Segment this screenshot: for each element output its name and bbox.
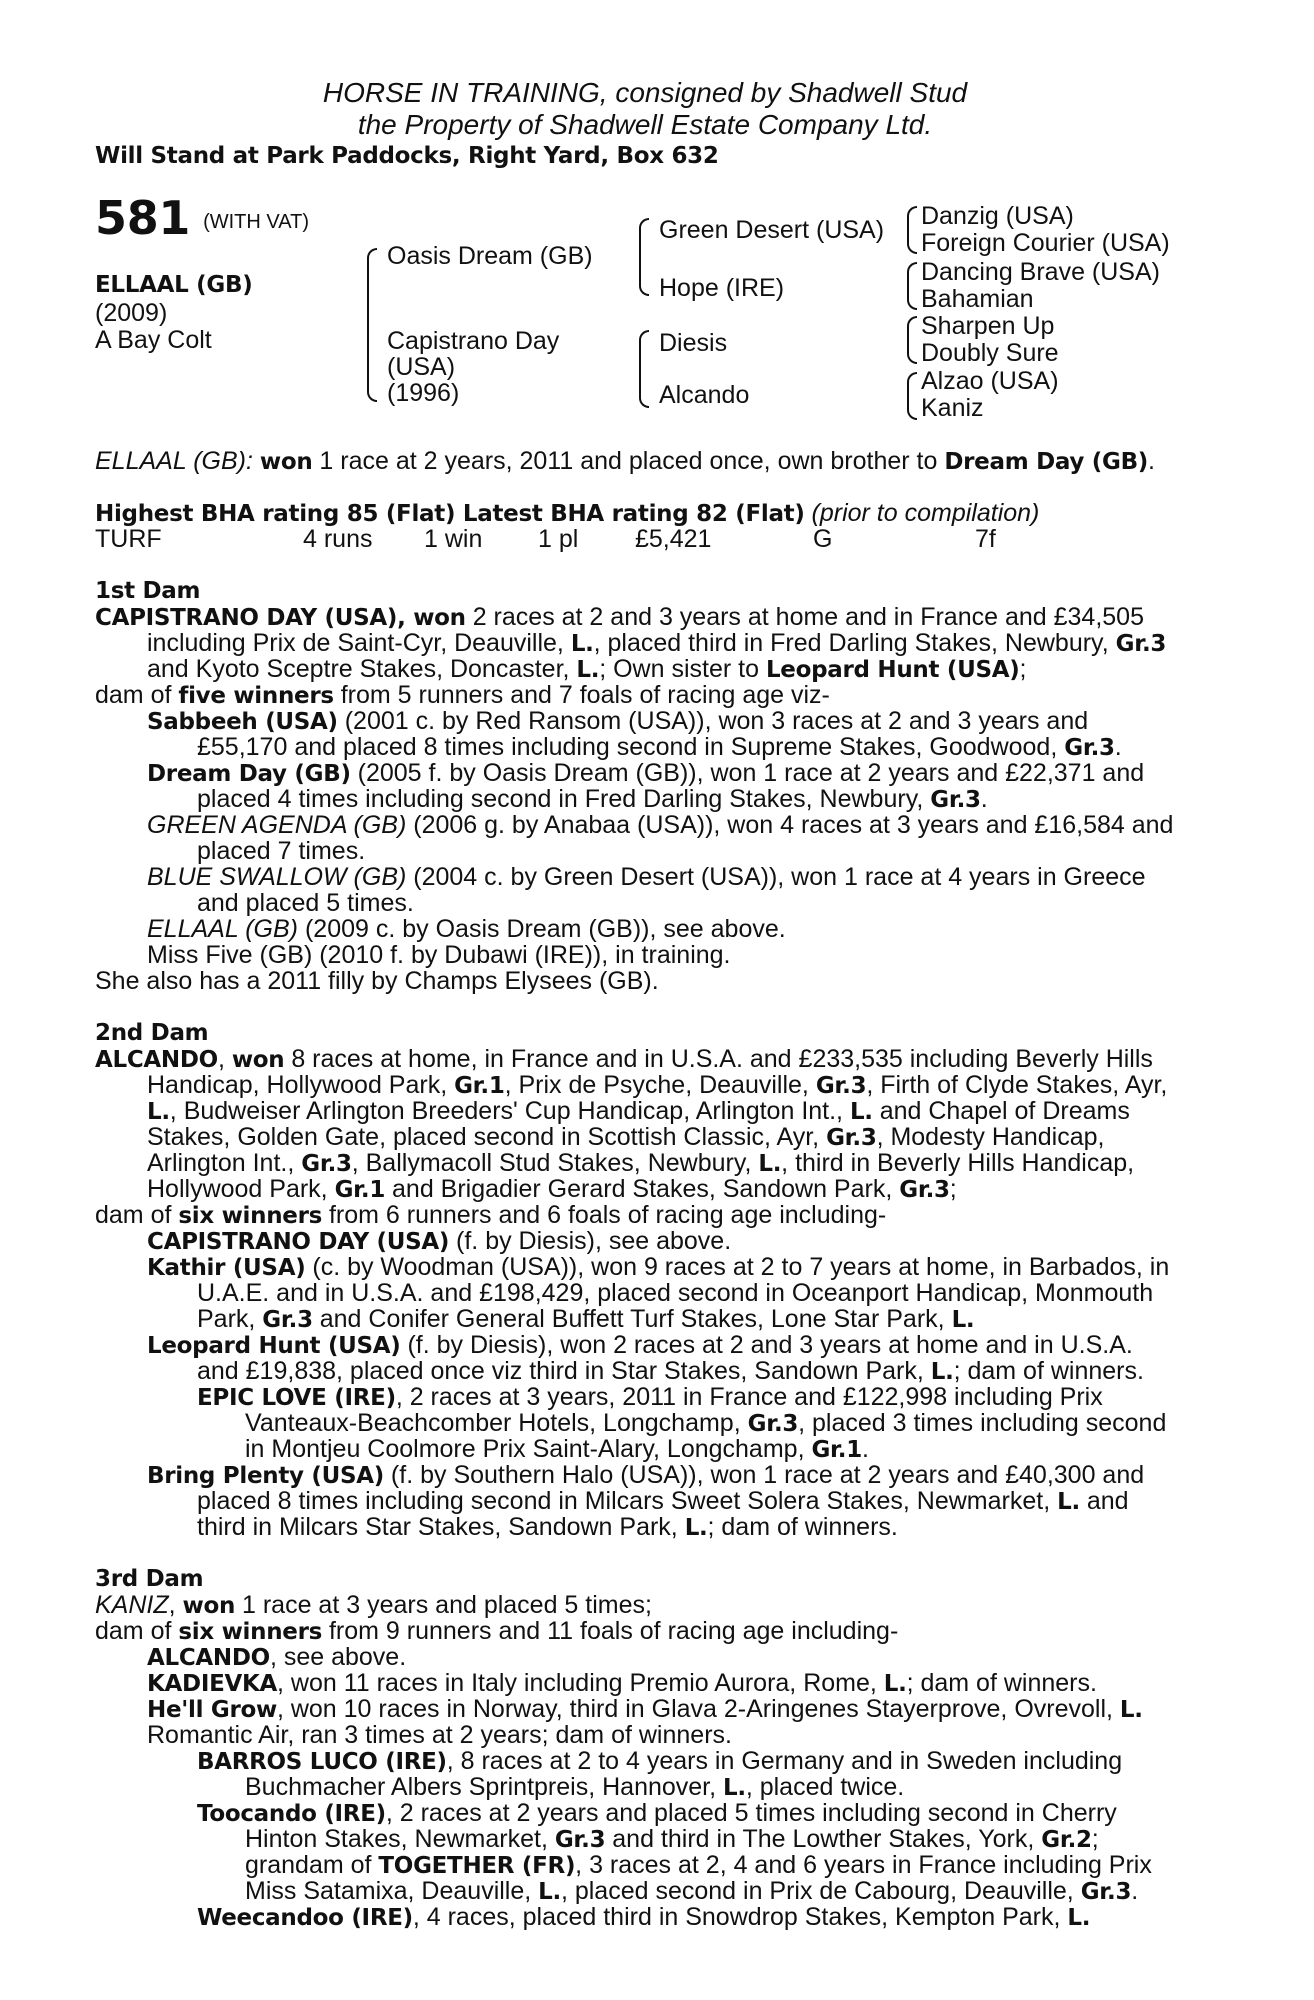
produce-name: Weecandoo (IRE) bbox=[197, 1905, 413, 1931]
dam2-text: ; bbox=[949, 1175, 957, 1203]
dam3-line bbox=[147, 1670, 1097, 1697]
dam2-line bbox=[147, 1332, 1133, 1359]
header-consignor: HORSE IN TRAINING, consigned by Shadwell Stud bbox=[322, 77, 968, 108]
dam2-text: third in Milcars Star Stakes, Sandown Park, bbox=[197, 1513, 685, 1541]
dam3-text: , bbox=[168, 1591, 183, 1619]
dam3-line bbox=[197, 1748, 1122, 1775]
dam2-line bbox=[197, 1306, 974, 1333]
pedigree-ssd: Foreign Courier (USA) bbox=[921, 229, 1170, 257]
dam2-text: , Ballymacoll Stud Stakes, Newbury, bbox=[351, 1149, 759, 1177]
grade-gr3: Gr.3 bbox=[554, 1827, 606, 1853]
lot-description: A Bay Colt bbox=[95, 326, 212, 354]
grade-l: L. bbox=[883, 1671, 907, 1697]
produce-name: TOGETHER (FR) bbox=[378, 1853, 576, 1879]
produce-name: He'll Grow bbox=[147, 1697, 277, 1723]
dam2-text: ; dam of winners. bbox=[953, 1357, 1144, 1385]
pedigree-brace-1 bbox=[367, 248, 377, 402]
dam2-winners: six winners bbox=[178, 1203, 323, 1229]
grade-l: L. bbox=[684, 1515, 708, 1541]
dam2-text: Stakes, Golden Gate, placed second in Scottish Classic, Ayr, bbox=[147, 1123, 827, 1151]
pedigree-sss: Danzig (USA) bbox=[921, 202, 1074, 230]
dam2-line bbox=[95, 1202, 886, 1229]
dam2-text: (f. by Diesis), won 2 races at 2 and 3 years at home and in U.S.A. bbox=[400, 1331, 1133, 1359]
pedigree-dam-line1: Capistrano Day bbox=[387, 327, 560, 355]
pedigree-brace-3d bbox=[907, 372, 917, 420]
grade-l: L. bbox=[930, 1359, 954, 1385]
summary-colon: : bbox=[246, 447, 260, 475]
grade-gr3: Gr.3 bbox=[815, 1073, 867, 1099]
produce-name: KADIEVKA bbox=[147, 1671, 278, 1697]
produce-name: EPIC LOVE (IRE) bbox=[197, 1385, 396, 1411]
dam2-text: and Brigadier Gerard Stakes, Sandown Park, bbox=[385, 1175, 900, 1203]
dam3-text: , 4 races, placed third in Snowdrop Stakes, Kempton Park, bbox=[412, 1903, 1068, 1931]
dam2-text: 8 races at home, in France and in U.S.A. and £233,535 including Beverly Hills bbox=[284, 1045, 1153, 1073]
produce-name: BLUE SWALLOW (GB) bbox=[147, 863, 407, 891]
summary-won: won bbox=[259, 449, 313, 475]
grade-gr3: Gr.3 bbox=[747, 1411, 799, 1437]
dam3-text: , won 10 races in Norway, third in Glava 2-Aringenes Stayerprove, Ovrevoll, bbox=[276, 1695, 1120, 1723]
dam1-name: CAPISTRANO DAY (USA), won bbox=[95, 605, 466, 631]
dam1-line bbox=[147, 916, 786, 942]
dam2-text: Vanteaux-Beachcomber Hotels, Longchamp, bbox=[245, 1409, 748, 1437]
dam1-text: ; Own sister to bbox=[599, 655, 766, 683]
grade-gr3: Gr.3 bbox=[930, 787, 981, 813]
dam2-line bbox=[197, 1514, 898, 1541]
dam2-line bbox=[197, 1488, 1129, 1515]
dam2-line bbox=[147, 1254, 1169, 1281]
pedigree-sire-dam: Hope (IRE) bbox=[659, 274, 785, 302]
lot-year: (2009) bbox=[95, 299, 168, 327]
dam2-line bbox=[245, 1410, 1166, 1437]
dam3-text: , placed twice. bbox=[745, 1773, 905, 1801]
pedigree-ddd: Kaniz bbox=[921, 394, 984, 422]
dam3-text: 1 race at 3 years and placed 5 times; bbox=[235, 1591, 652, 1619]
dam2-line bbox=[147, 1150, 1134, 1177]
dam3-heading: 3rd Dam bbox=[95, 1566, 204, 1592]
summary-horse: ELLAAL (GB) bbox=[95, 447, 247, 475]
record-going: G bbox=[813, 525, 833, 553]
dam3-winners: six winners bbox=[178, 1619, 323, 1645]
dam3-won: won bbox=[182, 1593, 236, 1619]
summary-line bbox=[95, 448, 1155, 475]
header-location: Will Stand at Park Paddocks, Right Yard, Box 632 bbox=[95, 143, 719, 169]
dam2-text: placed 8 times including second in Milcars Sweet Solera Stakes, Newmarket, bbox=[197, 1487, 1058, 1515]
rating-note: (prior to compilation) bbox=[804, 499, 1040, 527]
dam2-line bbox=[147, 1072, 1167, 1099]
dam3-line bbox=[95, 1592, 652, 1619]
dam1-sister: Leopard Hunt (USA) bbox=[765, 657, 1020, 683]
dam1-line bbox=[95, 604, 1144, 631]
dam2-text: Hollywood Park, bbox=[147, 1175, 335, 1203]
dam2-line bbox=[147, 1098, 1130, 1125]
record-distance: 7f bbox=[975, 525, 996, 553]
dam1-text: ; bbox=[1019, 655, 1027, 683]
pedigree-dss: Sharpen Up bbox=[921, 312, 1055, 340]
pedigree-dam-line2: (USA) bbox=[387, 353, 456, 381]
record-runs: 4 runs bbox=[303, 525, 373, 553]
lot-number-row bbox=[95, 191, 309, 245]
dam1-line bbox=[147, 812, 1173, 838]
dam1-heading: 1st Dam bbox=[95, 578, 201, 604]
dam1-text: (2005 f. by Oasis Dream (GB)), won 1 race at 2 years and £22,371 and bbox=[350, 759, 1145, 787]
dam2-heading: 2nd Dam bbox=[95, 1020, 209, 1046]
dam2-line bbox=[197, 1384, 1103, 1411]
dam1-text: £55,170 and placed 8 times including second in Supreme Stakes, Goodwood, bbox=[197, 733, 1065, 761]
dam2-text: and Chapel of Dreams bbox=[872, 1097, 1130, 1125]
dam2-text: in Montjeu Coolmore Prix Saint-Alary, Longchamp, bbox=[245, 1435, 812, 1463]
dam2-text: , bbox=[217, 1045, 232, 1073]
dam3-text: . bbox=[1131, 1877, 1139, 1905]
produce-name: Kathir (USA) bbox=[147, 1255, 306, 1281]
dam1-line: Miss Five (GB) (2010 f. by Dubawi (IRE)), in training. bbox=[147, 941, 731, 969]
grade-l: L. bbox=[849, 1099, 873, 1125]
dam2-text: and Conifer General Buffett Turf Stakes, Lone Star Park, bbox=[312, 1305, 952, 1333]
dam3-text: ; bbox=[1091, 1825, 1099, 1853]
dam3-text: , 8 races at 2 to 4 years in Germany and in Sweden including bbox=[446, 1747, 1123, 1775]
summary-text: 1 race at 2 years, 2011 and placed once, own brother to bbox=[312, 447, 945, 475]
dam2-text: (f. by Diesis), see above. bbox=[449, 1227, 732, 1255]
rating-line bbox=[95, 500, 1039, 527]
record-surface: TURF bbox=[95, 525, 162, 553]
dam3-text: grandam of bbox=[245, 1851, 379, 1879]
dam1-text: from 5 runners and 7 foals of racing age viz- bbox=[333, 681, 830, 709]
dam1-line bbox=[95, 682, 830, 709]
vat-note: (WITH VAT) bbox=[203, 211, 309, 233]
pedigree-sire-sire: Green Desert (USA) bbox=[659, 216, 885, 244]
dam1-line bbox=[147, 630, 1166, 657]
grade-gr3: Gr.3 bbox=[1115, 631, 1167, 657]
dam3-text: and third in The Lowther Stakes, York, bbox=[605, 1825, 1042, 1853]
dam3-text: ; dam of winners. bbox=[906, 1669, 1097, 1697]
produce-name: Sabbeeh (USA) bbox=[147, 709, 338, 735]
produce-name: GREEN AGENDA (GB) bbox=[147, 811, 407, 839]
dam2-text: , placed 3 times including second bbox=[798, 1409, 1167, 1437]
dam3-line bbox=[245, 1878, 1138, 1905]
dam1-text: including Prix de Saint-Cyr, Deauville, bbox=[147, 629, 571, 657]
dam1-text: (2001 c. by Red Ransom (USA)), won 3 races at 2 and 3 years and bbox=[337, 707, 1089, 735]
header-property: the Property of Shadwell Estate Company Ltd. bbox=[357, 109, 933, 140]
dam2-text: and bbox=[1079, 1487, 1129, 1515]
record-placed: 1 pl bbox=[538, 525, 579, 553]
pedigree-sdd: Bahamian bbox=[921, 285, 1034, 313]
pedigree-dam-sire: Diesis bbox=[659, 329, 728, 357]
dam3-text: from 9 runners and 11 foals of racing age including- bbox=[322, 1617, 899, 1645]
dam2-won: won bbox=[231, 1047, 285, 1073]
dam2-line bbox=[147, 1228, 731, 1255]
dam1-text: placed 4 times including second in Fred Darling Stakes, Newbury, bbox=[197, 785, 931, 813]
produce-name: ELLAAL (GB) bbox=[147, 915, 299, 943]
grade-gr3: Gr.3 bbox=[301, 1151, 352, 1177]
pedigree-sds: Dancing Brave (USA) bbox=[921, 258, 1160, 286]
dam2-line bbox=[147, 1176, 957, 1203]
lot-name: ELLAAL (GB) bbox=[95, 272, 253, 298]
record-wins: 1 win bbox=[424, 525, 483, 553]
dam1-text: (2004 c. by Green Desert (USA)), won 1 race at 4 years in Greece bbox=[406, 863, 1146, 891]
grade-l: L. bbox=[576, 657, 600, 683]
dam2-name: ALCANDO bbox=[95, 1047, 218, 1073]
dam2-line bbox=[147, 1462, 1144, 1489]
dam3-text: , see above. bbox=[269, 1643, 407, 1671]
produce-name: BARROS LUCO (IRE) bbox=[197, 1749, 447, 1775]
dam1-text: . bbox=[980, 785, 988, 813]
dam3-text: , 3 races at 2, 4 and 6 years in France including Prix bbox=[575, 1851, 1152, 1879]
dam2-text: Handicap, Hollywood Park, bbox=[147, 1071, 455, 1099]
rating-values: Highest BHA rating 85 (Flat) Latest BHA rating 82 (Flat) bbox=[95, 501, 805, 527]
grade-gr3: Gr.3 bbox=[826, 1125, 877, 1151]
dam2-text: , Prix de Psyche, Deauville, bbox=[504, 1071, 816, 1099]
grade-l: L. bbox=[1119, 1697, 1143, 1723]
dam3-line bbox=[245, 1826, 1099, 1853]
grade-l: L. bbox=[147, 1099, 170, 1125]
record-earnings: £5,421 bbox=[635, 525, 712, 553]
pedigree-dsd: Doubly Sure bbox=[921, 339, 1059, 367]
grade-l: L. bbox=[1067, 1905, 1091, 1931]
pedigree-sire: Oasis Dream (GB) bbox=[387, 242, 593, 270]
pedigree-brace-2b bbox=[639, 330, 649, 408]
grade-gr3: Gr.3 bbox=[1080, 1879, 1132, 1905]
dam2-text: from 6 runners and 6 foals of racing age including- bbox=[322, 1201, 887, 1229]
pedigree-dds: Alzao (USA) bbox=[921, 367, 1059, 395]
dam2-line: U.A.E. and in U.S.A. and £198,429, placed second in Oceanport Handicap, Monmouth bbox=[197, 1279, 1154, 1307]
grade-gr3: Gr.3 bbox=[262, 1307, 313, 1333]
dam3-line bbox=[147, 1644, 406, 1671]
dam3-text: Hinton Stakes, Newmarket, bbox=[245, 1825, 555, 1853]
produce-name: Toocando (IRE) bbox=[197, 1801, 386, 1827]
grade-l: L. bbox=[723, 1775, 746, 1801]
dam1-line bbox=[147, 656, 1026, 683]
dam1-text: 2 races at 2 and 3 years at home and in France and £34,505 bbox=[465, 603, 1144, 631]
pedigree-brace-3a bbox=[907, 206, 917, 254]
dam3-line bbox=[245, 1774, 904, 1801]
dam1-line bbox=[147, 864, 1146, 890]
dam2-text: (c. by Woodman (USA)), won 9 races at 2 to 7 years at home, in Barbados, in bbox=[305, 1253, 1170, 1281]
grade-l: L. bbox=[758, 1151, 782, 1177]
grade-gr3: Gr.3 bbox=[899, 1177, 950, 1203]
dam3-line: Romantic Air, ran 3 times at 2 years; dam of winners. bbox=[147, 1721, 732, 1749]
grade-gr1: Gr.1 bbox=[811, 1437, 862, 1463]
dam3-text: Buchmacher Albers Sprintpreis, Hannover, bbox=[245, 1773, 724, 1801]
grade-l: L. bbox=[538, 1879, 561, 1905]
dam2-text: dam of bbox=[95, 1201, 179, 1229]
dam3-name: KANIZ bbox=[95, 1591, 169, 1619]
dam3-line bbox=[147, 1696, 1143, 1723]
dam2-text: (f. by Southern Halo (USA)), won 1 race at 2 years and £40,300 and bbox=[383, 1461, 1145, 1489]
produce-name: CAPISTRANO DAY (USA) bbox=[147, 1229, 450, 1255]
dam3-text: dam of bbox=[95, 1617, 179, 1645]
dam1-text: dam of bbox=[95, 681, 179, 709]
produce-name: Leopard Hunt (USA) bbox=[147, 1333, 401, 1359]
dam3-line bbox=[197, 1800, 1117, 1827]
dam2-line bbox=[245, 1436, 869, 1463]
dam3-text: , won 11 races in Italy including Premio Aurora, Rome, bbox=[277, 1669, 884, 1697]
dam1-line: and placed 5 times. bbox=[197, 889, 414, 917]
grade-gr2: Gr.2 bbox=[1041, 1827, 1092, 1853]
grade-l: L. bbox=[951, 1307, 975, 1333]
dam2-text: , Budweiser Arlington Breeders' Cup Handicap, Arlington Int., bbox=[169, 1097, 850, 1125]
pedigree-brace-2a bbox=[639, 218, 649, 296]
dam1-line: placed 7 times. bbox=[197, 837, 366, 865]
dam1-text: . bbox=[1114, 733, 1122, 761]
dam2-line bbox=[95, 1046, 1153, 1073]
dam2-text: , Modesty Handicap, bbox=[876, 1123, 1105, 1151]
pedigree-dam-dam: Alcando bbox=[659, 381, 750, 409]
dam3-text: , 2 races at 2 years and placed 5 times including second in Cherry bbox=[385, 1799, 1117, 1827]
grade-gr1: Gr.1 bbox=[334, 1177, 386, 1203]
dam3-line bbox=[197, 1904, 1090, 1931]
dam1-line bbox=[147, 760, 1144, 787]
pedigree-brace-3c bbox=[907, 316, 917, 364]
dam2-text: Arlington Int., bbox=[147, 1149, 302, 1177]
dam1-line: She also has a 2011 filly by Champs Elysees (GB). bbox=[95, 967, 659, 995]
dam3-line bbox=[95, 1618, 898, 1645]
dam3-text: Miss Satamixa, Deauville, bbox=[245, 1877, 539, 1905]
summary-period: . bbox=[1148, 447, 1155, 475]
summary-brother: Dream Day (GB) bbox=[944, 449, 1149, 475]
dam2-text: , 2 races at 3 years, 2011 in France and £122,998 including Prix bbox=[395, 1383, 1103, 1411]
dam2-text: , Firth of Clyde Stakes, Ayr, bbox=[866, 1071, 1168, 1099]
dam1-winners: five winners bbox=[178, 683, 334, 709]
dam1-text: (2006 g. by Anabaa (USA)), won 4 races at 3 years and £16,584 and bbox=[406, 811, 1174, 839]
dam2-text: ; dam of winners. bbox=[707, 1513, 898, 1541]
dam3-text: , placed second in Prix de Cabourg, Deauville, bbox=[560, 1877, 1081, 1905]
dam2-text: , third in Beverly Hills Handicap, bbox=[781, 1149, 1135, 1177]
dam1-text: , placed third in Fred Darling Stakes, Newbury, bbox=[593, 629, 1116, 657]
produce-name: Dream Day (GB) bbox=[147, 761, 351, 787]
dam2-line bbox=[197, 1358, 1144, 1385]
pedigree-brace-3b bbox=[907, 262, 917, 310]
dam2-text: Park, bbox=[197, 1305, 263, 1333]
produce-name: ALCANDO bbox=[147, 1645, 270, 1671]
dam1-text: (2009 c. by Oasis Dream (GB)), see above. bbox=[298, 915, 786, 943]
lot-number: 581 bbox=[95, 191, 191, 245]
dam2-text: and £19,838, placed once viz third in Star Stakes, Sandown Park, bbox=[197, 1357, 931, 1385]
pedigree-dam-line3: (1996) bbox=[387, 379, 460, 407]
grade-l: L. bbox=[1057, 1489, 1080, 1515]
dam3-line bbox=[245, 1852, 1152, 1879]
dam2-line bbox=[147, 1124, 1104, 1151]
dam1-text: and Kyoto Sceptre Stakes, Doncaster, bbox=[147, 655, 577, 683]
dam2-text: . bbox=[861, 1435, 869, 1463]
grade-gr1: Gr.1 bbox=[454, 1073, 505, 1099]
grade-l: L. bbox=[570, 631, 594, 657]
dam1-line bbox=[197, 734, 1122, 761]
dam1-line bbox=[197, 786, 988, 813]
produce-name: Bring Plenty (USA) bbox=[147, 1463, 384, 1489]
dam1-line bbox=[147, 708, 1088, 735]
grade-gr3: Gr.3 bbox=[1064, 735, 1115, 761]
